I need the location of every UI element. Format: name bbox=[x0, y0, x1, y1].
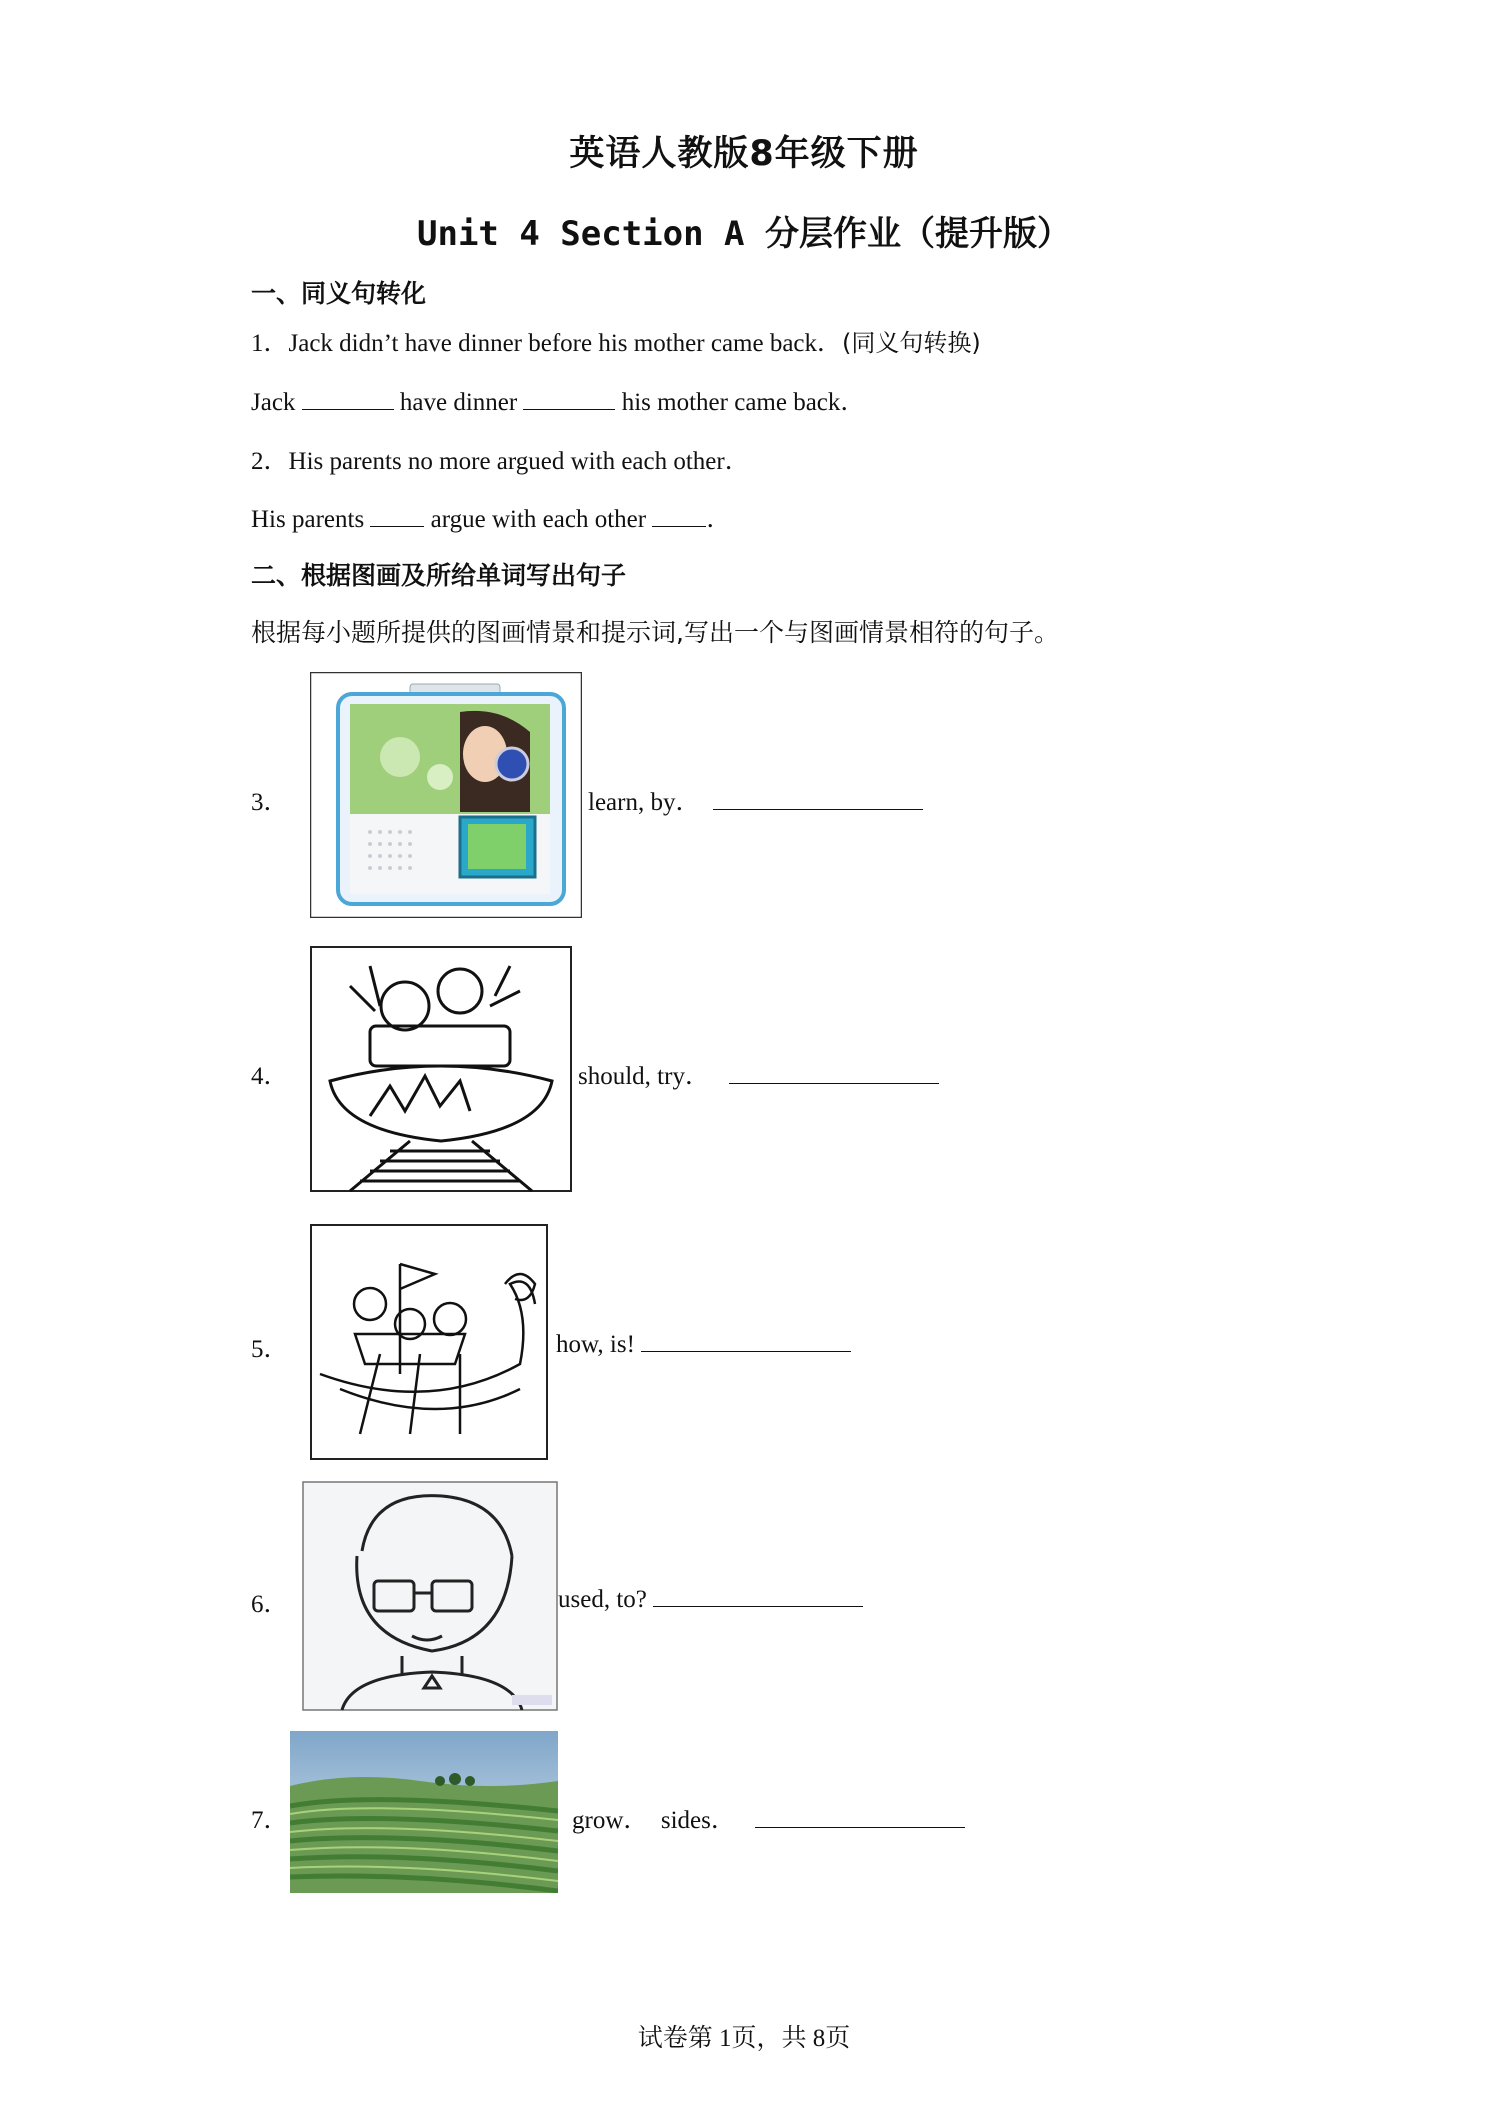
cue-words bbox=[556, 1329, 851, 1359]
question-number: 7． bbox=[251, 1807, 289, 1834]
answer-blank[interactable] bbox=[652, 504, 706, 527]
question-number: 2． bbox=[251, 448, 289, 475]
roller-coaster-picture bbox=[310, 946, 572, 1192]
section1-heading: 一、同义句转化 bbox=[251, 279, 427, 308]
cue-words bbox=[572, 1800, 965, 1836]
answer-blank[interactable] bbox=[302, 387, 394, 410]
page-title: 英语人教版8年级下册 bbox=[569, 134, 919, 174]
answer-blank[interactable] bbox=[523, 387, 615, 410]
answer-text: argue with each other bbox=[430, 506, 647, 533]
cue-words bbox=[578, 1056, 939, 1092]
answer-blank[interactable] bbox=[641, 1329, 851, 1352]
cue-words bbox=[588, 782, 923, 818]
question-1-note: (同义句转换) bbox=[842, 329, 981, 357]
answer-text: Jack bbox=[251, 389, 296, 416]
cue-text: learn, by． bbox=[588, 789, 701, 816]
cue-text: how, is! bbox=[556, 1331, 635, 1358]
page-subtitle: Unit 4 Section A 分层作业（提升版） bbox=[417, 214, 1071, 254]
boy-with-glasses-picture bbox=[302, 1481, 558, 1711]
question-2-prompt bbox=[251, 441, 750, 477]
answer-blank[interactable] bbox=[370, 504, 424, 527]
cue-text: used, to? bbox=[558, 1586, 647, 1613]
question-1-prompt bbox=[251, 323, 981, 359]
page-footer: 试卷第 1页，共 8页 bbox=[637, 2025, 851, 2052]
question-number: 4． bbox=[251, 1063, 289, 1090]
question-1-answer-line bbox=[251, 382, 865, 418]
cue-text: grow． sides． bbox=[572, 1807, 736, 1834]
answer-blank[interactable] bbox=[729, 1061, 939, 1084]
question-2-answer-line bbox=[251, 499, 731, 535]
section2-instruction: 根据每小题所提供的图画情景和提示词,写出一个与图画情景相符的句子。 bbox=[251, 618, 1059, 647]
tape-player-picture bbox=[310, 672, 582, 918]
cue-words bbox=[558, 1584, 863, 1614]
answer-blank[interactable] bbox=[755, 1805, 965, 1828]
section2-heading: 二、根据图画及所给单词写出句子 bbox=[251, 561, 627, 590]
answer-text: his mother came back． bbox=[621, 389, 866, 416]
question-number: 3． bbox=[251, 789, 289, 816]
question-2-sentence: His parents no more argued with each other． bbox=[288, 448, 750, 475]
cue-text: should, try． bbox=[578, 1063, 710, 1090]
question-number: 5． bbox=[251, 1336, 289, 1363]
question-number: 6． bbox=[251, 1591, 289, 1618]
answer-text: have dinner bbox=[399, 389, 518, 416]
answer-text: His parents bbox=[251, 506, 365, 533]
question-number: 1． bbox=[251, 330, 289, 357]
terraced-fields-picture bbox=[290, 1731, 558, 1893]
answer-blank[interactable] bbox=[713, 787, 923, 810]
answer-text: ． bbox=[706, 506, 732, 533]
dragon-boat-picture bbox=[310, 1224, 548, 1460]
question-1-sentence: Jack didn’t have dinner before his mother came back． bbox=[288, 330, 843, 357]
answer-blank[interactable] bbox=[653, 1584, 863, 1607]
